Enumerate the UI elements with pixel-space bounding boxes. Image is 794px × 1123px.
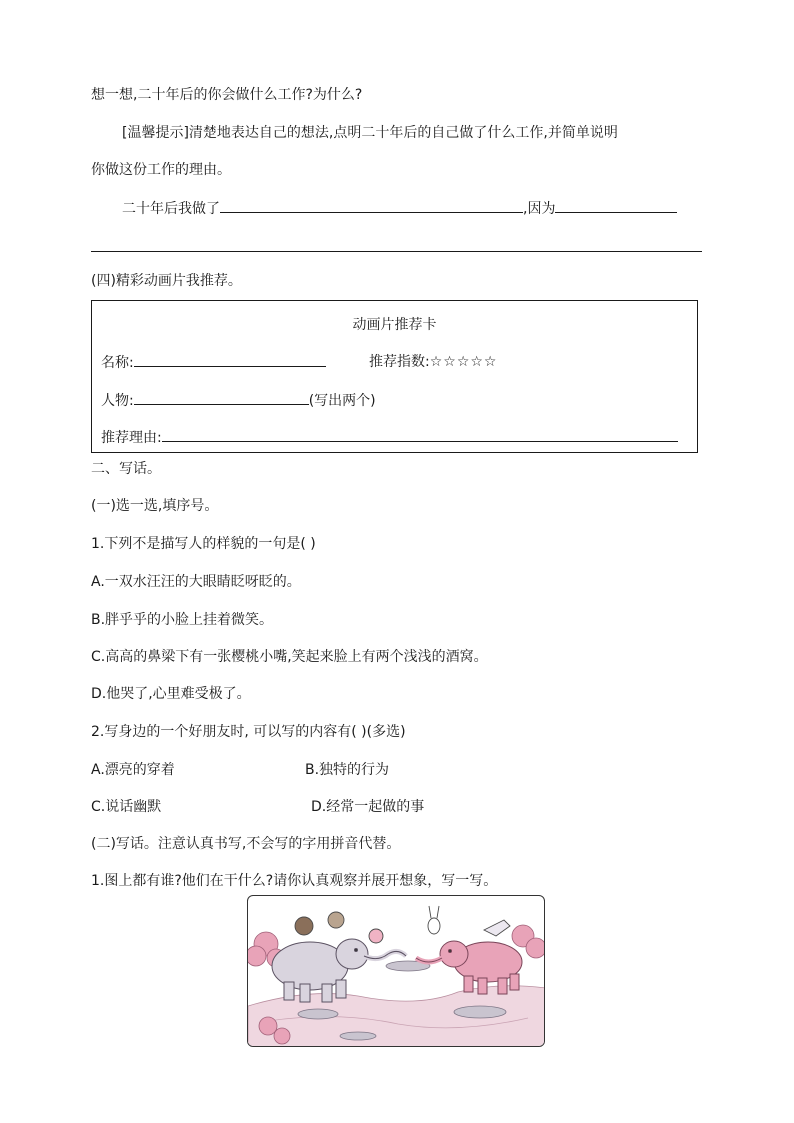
question-3-stem: 1.图上都有谁?他们在干什么?请你认真观察并展开想象，写一写。 xyxy=(91,873,498,889)
fill-in-sentence xyxy=(122,198,677,219)
characters-note: (写出两个) xyxy=(308,393,376,409)
left-elephant xyxy=(272,939,406,1002)
question-1-stem: 1.下列不是描写人的样貌的一句是( ) xyxy=(91,536,316,552)
q1-option-c: C.高高的鼻梁下有一张樱桃小嘴,笑起来脸上有两个浅浅的酒窝。 xyxy=(91,649,488,665)
warm-tip-line-1: [温馨提示]清楚地表达自己的想法,点明二十年后的自己做了什么工作,并简单说明 xyxy=(122,125,618,141)
subsection-1-heading: (一)选一选,填序号。 xyxy=(91,498,219,514)
right-elephant xyxy=(416,941,522,994)
name-label: 名称: xyxy=(101,355,134,371)
section-4-heading: (四)精彩动画片我推荐。 xyxy=(91,273,242,289)
card-characters-row xyxy=(101,390,376,411)
rating-label: 推荐指数: xyxy=(369,354,430,370)
q2-option-a: A.漂亮的穿着 xyxy=(91,762,175,778)
reason-answer-blank[interactable] xyxy=(555,198,677,213)
q2-option-c: C.说话幽默 xyxy=(91,799,162,815)
q1-option-b: B.胖乎乎的小脸上挂着微笑。 xyxy=(91,612,274,628)
q1-option-d: D.他哭了,心里难受极了。 xyxy=(91,686,251,702)
animal-riders xyxy=(295,906,510,943)
characters-label: 人物: xyxy=(101,393,134,409)
warm-tip-line-2: 你做这份工作的理由。 xyxy=(91,162,231,178)
part-2-heading: 二、写话。 xyxy=(91,461,161,477)
q2-option-d: D.经常一起做的事 xyxy=(311,799,425,815)
fill-prefix: 二十年后我做了 xyxy=(122,201,220,217)
card-reason-row xyxy=(101,427,678,448)
q2-option-b: B.独特的行为 xyxy=(305,762,390,778)
card-title: 动画片推荐卡 xyxy=(352,317,437,333)
recommend-reason-blank[interactable] xyxy=(162,427,678,442)
elephant-river-illustration xyxy=(247,895,545,1047)
characters-blank[interactable] xyxy=(134,390,309,405)
q1-option-a: A.一双水汪汪的大眼睛眨呀眨的。 xyxy=(91,574,301,590)
reason-answer-line[interactable] xyxy=(91,251,702,252)
cartoon-recommendation-card xyxy=(91,300,698,453)
question-2-stem: 2.写身边的一个好朋友时, 可以写的内容有( )(多选) xyxy=(91,724,406,740)
subsection-2-heading: (二)写话。注意认真书写,不会写的字用拼音代替。 xyxy=(91,836,401,852)
writing-prompt-question: 想一想,二十年后的你会做什么工作?为什么? xyxy=(91,87,363,103)
card-name-row xyxy=(101,352,326,373)
name-blank[interactable] xyxy=(134,352,326,367)
rating-stars[interactable]: ☆☆☆☆☆ xyxy=(429,354,498,370)
job-answer-blank[interactable] xyxy=(220,198,523,213)
reason-label: 推荐理由: xyxy=(101,430,162,446)
illustration-drawing xyxy=(248,896,545,1047)
fill-middle: ,因为 xyxy=(523,201,556,217)
card-rating-row xyxy=(369,352,497,372)
